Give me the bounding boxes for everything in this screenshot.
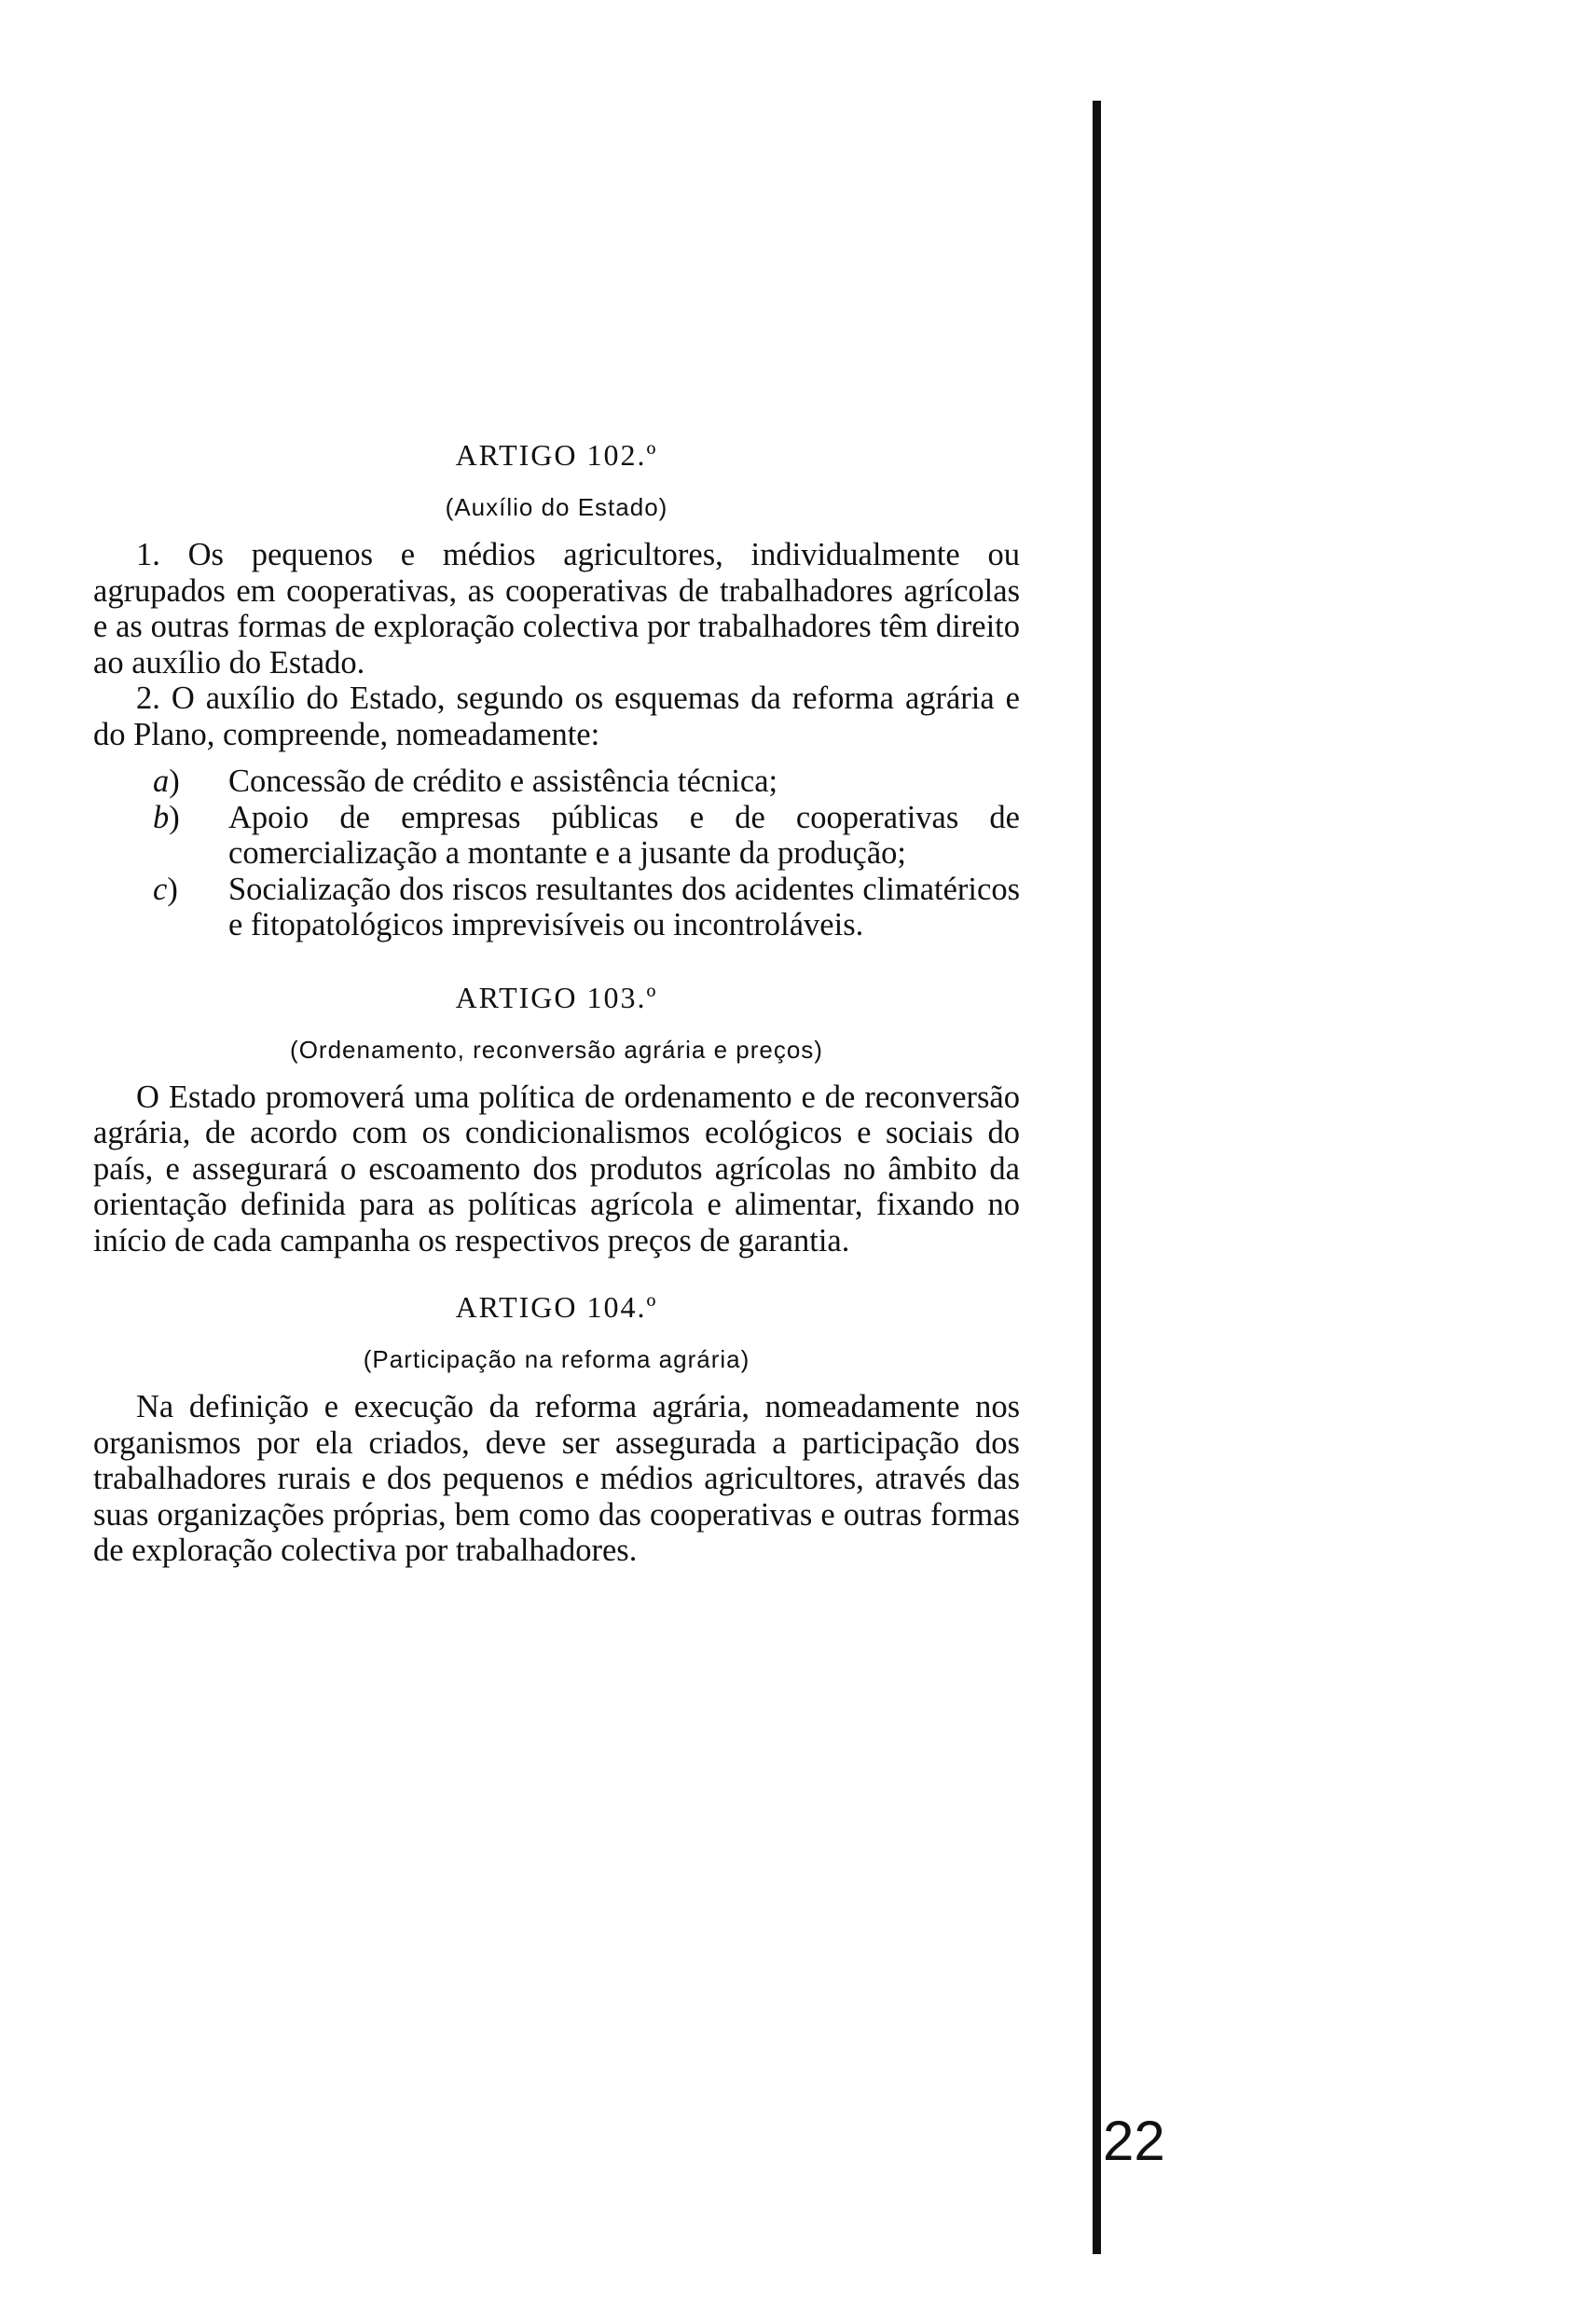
article-subtitle: (Auxílio do Estado) bbox=[445, 493, 668, 521]
section-gap bbox=[93, 943, 1020, 981]
article-subtitle: (Ordenamento, reconversão agrária e preços) bbox=[290, 1035, 823, 1064]
list-item bbox=[93, 763, 1020, 800]
text-column bbox=[93, 438, 1020, 1569]
vertical-rule bbox=[1093, 101, 1101, 2254]
article-paragraph: O Estado promoverá uma política de ordenamento e de reconversão agrária, de acordo com os condicionalismos ecológicos e sociais do país, e assegurará o escoamento dos produtos agrícolas no âmbito da orientação definida para as políticas agrícola e alimentar, fixando no início de cada campanha os respectivos preços de garantia. bbox=[93, 1079, 1020, 1259]
list-item bbox=[93, 872, 1020, 943]
item-text: Apoio de empresas públicas e de cooperativas de comercialização a montante e a jusante da produção; bbox=[228, 799, 1020, 871]
page-number: 22 bbox=[1103, 2110, 1165, 2172]
article-102 bbox=[93, 438, 1020, 943]
article-paragraph: Na definição e execução da reforma agrária, nomeadamente nos organismos por ela criados, deve ser assegurada a participação dos trabalhadores rurais e dos pequenos e médios agricultores, através das suas organizações próprias, bem como das cooperativas e outras formas de exploração colectiva por trabalhadores. bbox=[93, 1389, 1020, 1568]
section-gap bbox=[93, 1259, 1020, 1290]
article-title: ARTIGO 104.º bbox=[455, 1290, 658, 1324]
item-text: Socialização dos riscos resultantes dos acidentes climatéricos e fitopatológicos imprevisíveis ou incontroláveis. bbox=[228, 871, 1020, 942]
article-title: ARTIGO 102.º bbox=[455, 438, 658, 472]
article-103 bbox=[93, 981, 1020, 1259]
article-paragraph: 1. Os pequenos e médios agricultores, individualmente ou agrupados em cooperativas, as cooperativas de trabalhadores agrícolas e as outras formas de exploração colectiva por trabalhadores têm direito ao auxílio do Estado. bbox=[93, 537, 1020, 681]
item-marker: b) bbox=[153, 799, 180, 835]
article-subtitle: (Participação na reforma agrária) bbox=[363, 1345, 750, 1373]
item-list bbox=[93, 763, 1020, 943]
article-104 bbox=[93, 1290, 1020, 1569]
item-marker: a) bbox=[153, 763, 180, 799]
item-text: Concessão de crédito e assistência técnica; bbox=[228, 763, 778, 799]
item-marker: c) bbox=[153, 871, 178, 907]
list-item bbox=[93, 800, 1020, 872]
article-title: ARTIGO 103.º bbox=[455, 980, 658, 1014]
article-paragraph: 2. O auxílio do Estado, segundo os esquemas da reforma agrária e do Plano, compreende, nomeadamente: bbox=[93, 681, 1020, 752]
